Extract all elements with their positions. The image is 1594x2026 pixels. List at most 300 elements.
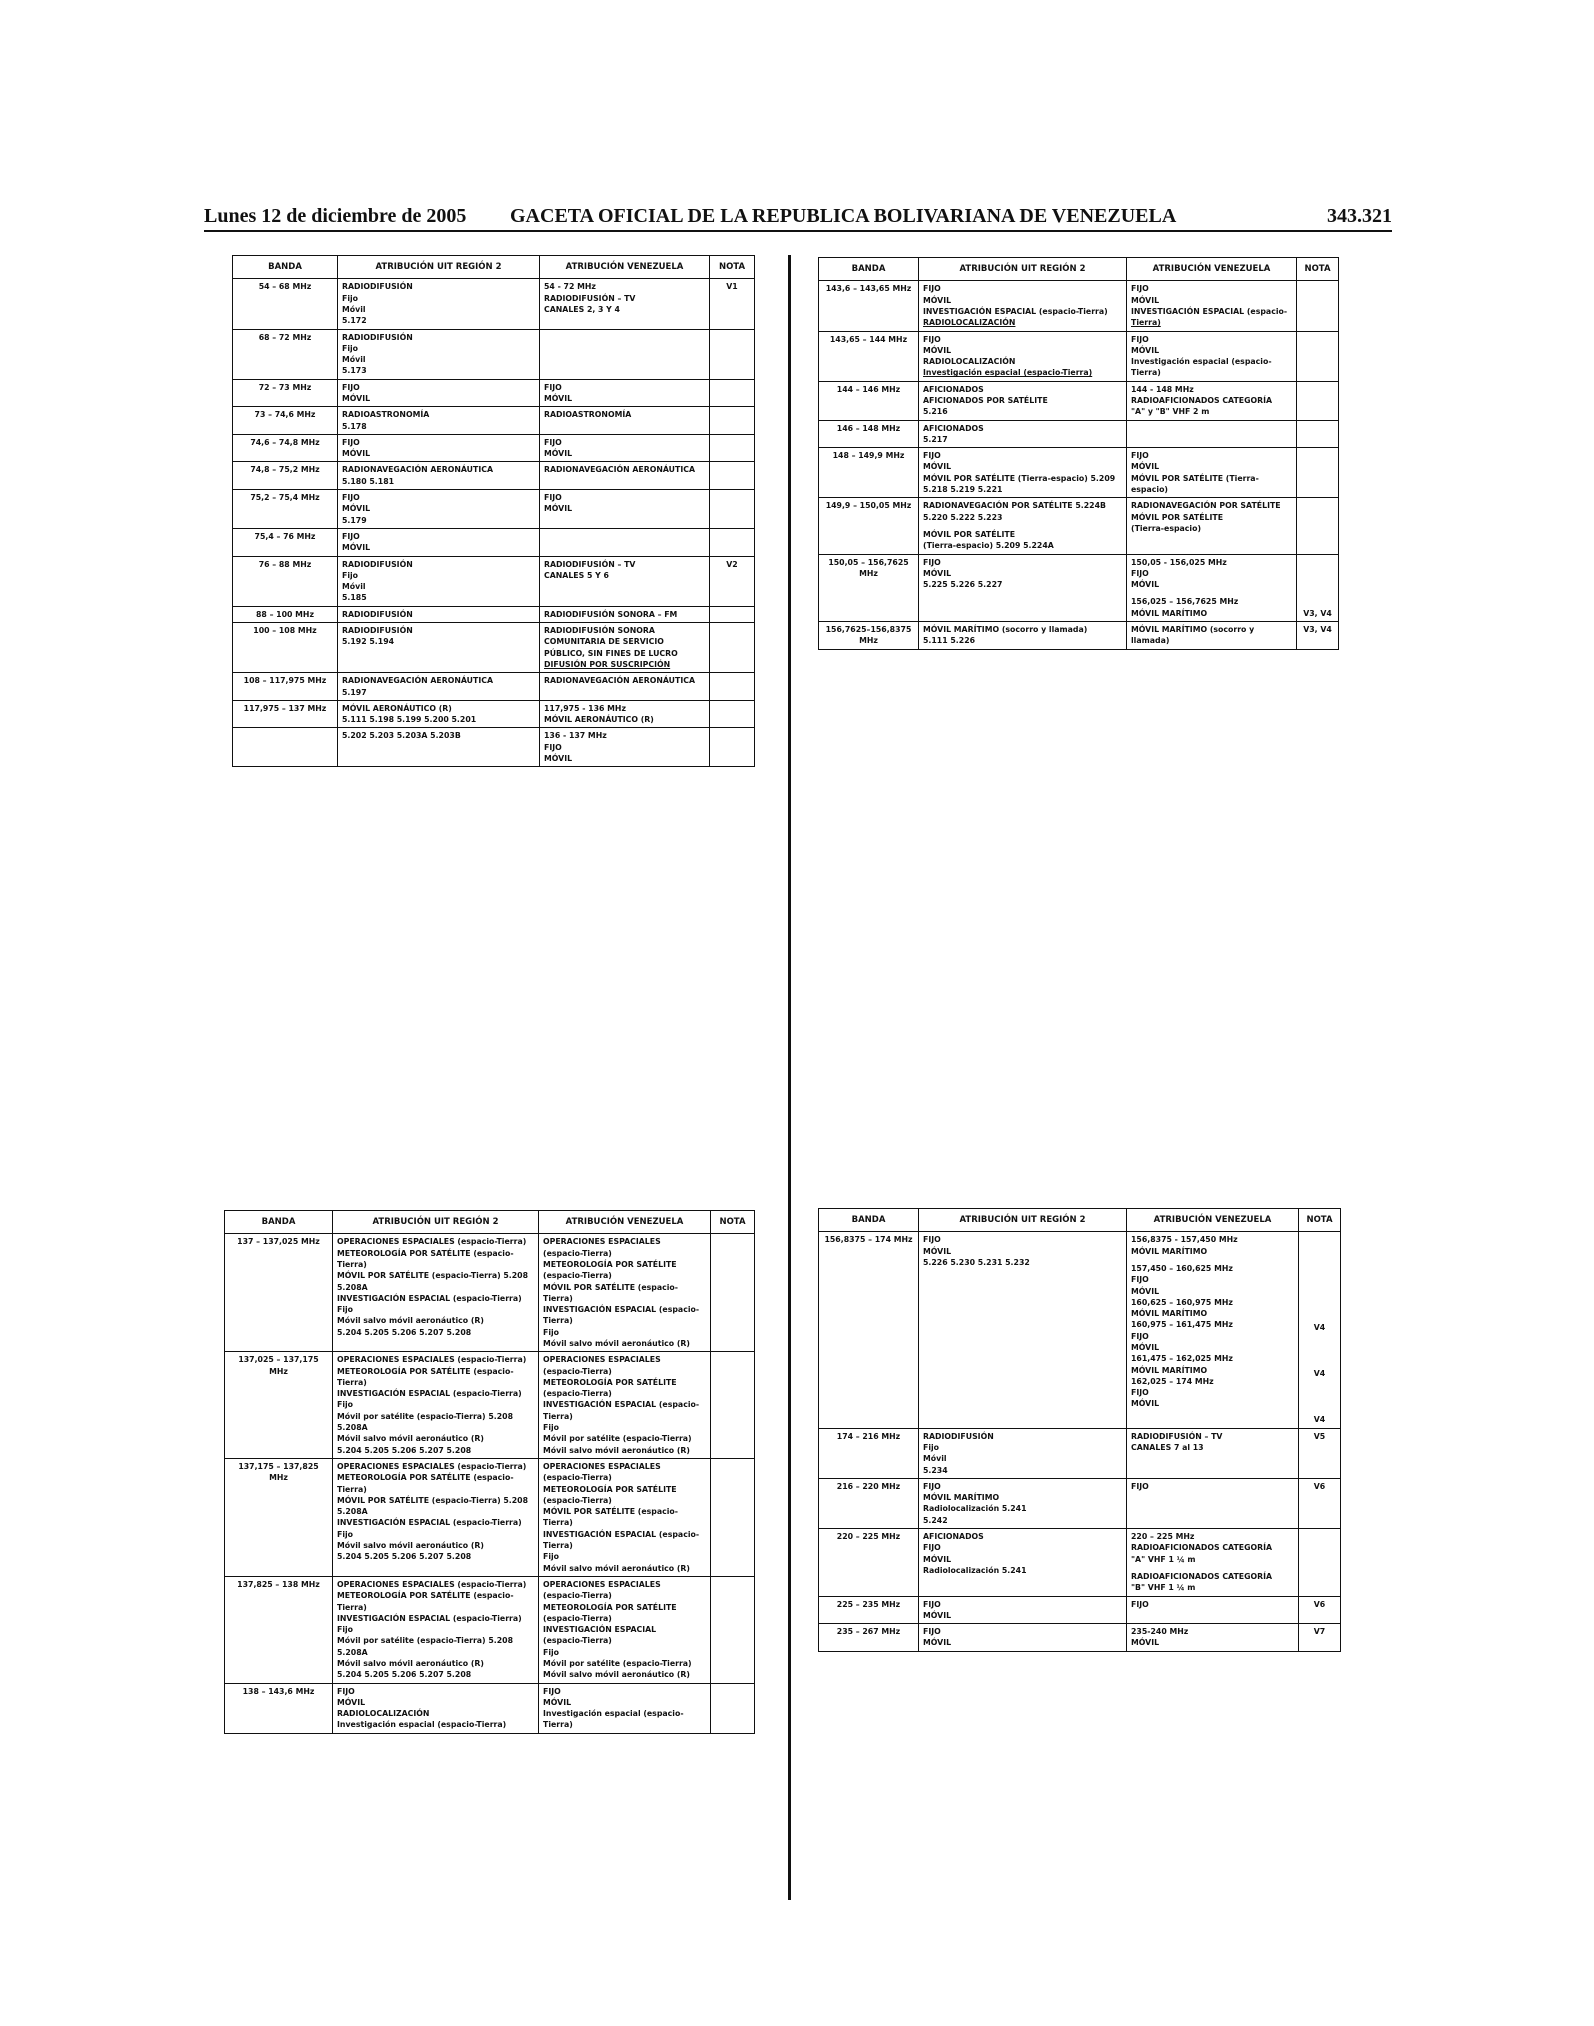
header-row	[819, 258, 1339, 281]
allocation-line: RADIOASTRONOMÍA	[342, 410, 430, 420]
band-cell: 76 – 88 MHz	[233, 556, 338, 606]
allocation-line: FIJO	[923, 1235, 941, 1245]
note-cell	[710, 556, 755, 606]
table-row	[233, 556, 755, 606]
allocation-line: RADIOAFICIONADOS CATEGORÍA	[1131, 1543, 1273, 1553]
allocation-line: MÓVIL MARÍTIMO	[1131, 1246, 1208, 1256]
note-cell	[1297, 420, 1339, 448]
allocation-line: RADIODIFUSIÓN – TV	[1131, 1431, 1223, 1441]
allocation-line: Móvil salvo móvil aeronáutico (R)	[337, 1316, 484, 1326]
allocation-line: MÓVIL	[544, 393, 573, 403]
allocation-line: INVESTIGACIÓN ESPACIAL (espacio-	[543, 1305, 700, 1315]
table-row	[819, 1478, 1341, 1528]
allocation-line: METEOROLOGÍA POR SATÉLITE	[543, 1377, 677, 1387]
note-line: V1	[726, 282, 738, 292]
allocation-line: AFICIONADOS	[923, 384, 984, 394]
venezuela-allocation-cell	[1127, 1428, 1299, 1478]
col-header-band: BANDA	[819, 1209, 919, 1232]
allocation-line: MÓVIL	[1131, 295, 1160, 305]
itu-allocation-cell	[919, 381, 1127, 420]
itu-allocation-cell	[919, 1232, 1127, 1428]
allocation-line: FIJO	[923, 284, 941, 294]
itu-allocation-cell	[338, 279, 540, 329]
venezuela-allocation-cell	[539, 1683, 711, 1733]
allocation-line: RADIODIFUSIÓN SONORA	[544, 626, 655, 636]
venezuela-allocation-cell	[1127, 1232, 1299, 1428]
note-cell	[710, 379, 755, 407]
allocation-line: 5.208A	[337, 1423, 368, 1433]
header-row	[819, 1209, 1341, 1232]
allocation-line: MÓVIL	[342, 543, 371, 553]
note-cell	[710, 434, 755, 462]
allocation-line: MÓVIL MARÍTIMO	[1131, 608, 1208, 618]
band-cell: 156,7625–156,8375 MHz	[819, 622, 919, 650]
allocation-line: INVESTIGACIÓN ESPACIAL (espacio-Tierra)	[337, 1389, 522, 1399]
allocation-line: Investigación espacial (espacio-Tierra)	[1131, 357, 1272, 378]
allocation-line: (espacio-Tierra)	[543, 1389, 612, 1399]
allocation-line: 162,025 – 174 MHz	[1131, 1376, 1214, 1386]
allocation-line: PÚBLICO, SIN FINES DE LUCRO	[544, 648, 678, 658]
venezuela-allocation-cell	[1127, 498, 1297, 554]
allocation-line: FIJO	[1131, 1275, 1149, 1285]
allocation-line: MÓVIL	[923, 295, 952, 305]
header-date: Lunes 12 de diciembre de 2005	[204, 205, 467, 227]
allocation-line: Fijo	[337, 1625, 354, 1635]
allocation-line: METEOROLOGÍA POR SATÉLITE (espacio-	[337, 1366, 514, 1376]
header-row	[233, 256, 755, 279]
band-cell: 216 – 220 MHz	[819, 1478, 919, 1528]
allocation-line: MÓVIL POR SATÉLITE	[1131, 512, 1224, 522]
allocation-line: OPERACIONES ESPACIALES	[543, 1355, 661, 1365]
allocation-line: MÓVIL MARÍTIMO	[1131, 1365, 1208, 1375]
allocation-line: (espacio-Tierra)	[543, 1636, 612, 1646]
band-cell: 75,4 – 76 MHz	[233, 528, 338, 556]
venezuela-allocation-cell	[540, 490, 710, 529]
venezuela-allocation-cell	[539, 1234, 711, 1352]
col-header-band: BANDA	[233, 256, 338, 279]
venezuela-allocation-cell	[540, 728, 710, 767]
venezuela-allocation-cell	[540, 379, 710, 407]
allocation-line: OPERACIONES ESPACIALES (espacio-Tierra)	[337, 1237, 527, 1247]
allocation-line: Tierra)	[1131, 318, 1161, 328]
allocation-line: RADIODIFUSIÓN – TV	[544, 293, 636, 303]
allocation-line: MÓVIL	[1131, 580, 1160, 590]
allocation-line: 5.197	[342, 687, 367, 697]
allocation-line: Tierra)	[543, 1316, 573, 1326]
allocation-line: RADIONAVEGACIÓN POR SATÉLITE 5.224B	[923, 501, 1106, 511]
allocation-line: "A" VHF 1 ¼ m	[1131, 1554, 1196, 1564]
allocation-line: Móvil salvo móvil aeronáutico (R)	[543, 1445, 690, 1455]
table-row	[233, 673, 755, 701]
note-line: V3, V4	[1303, 608, 1332, 618]
band-cell: 68 – 72 MHz	[233, 329, 338, 379]
allocation-line: Móvil salvo móvil aeronáutico (R)	[337, 1659, 484, 1668]
allocation-line: Fijo	[337, 1529, 354, 1539]
venezuela-allocation-cell	[1127, 381, 1297, 420]
allocation-line: Fijo	[543, 1423, 560, 1433]
note-cell	[710, 329, 755, 379]
table-row	[233, 279, 755, 329]
allocation-table-top-left	[232, 255, 755, 767]
allocation-line: MÓVIL	[923, 462, 952, 472]
allocation-line: Tierra)	[543, 1518, 573, 1528]
allocation-line: 5.225 5.226 5.227	[923, 580, 1003, 590]
allocation-line: 5.208A	[337, 1647, 368, 1657]
itu-allocation-cell	[338, 379, 540, 407]
col-header-note: NOTA	[1297, 258, 1339, 281]
allocation-line: Radiolocalización 5.241	[923, 1565, 1027, 1575]
table-row	[225, 1234, 755, 1352]
allocation-line: MÓVIL	[1131, 462, 1160, 472]
allocation-line: Fijo	[342, 570, 359, 580]
band-cell: 73 – 74,6 MHz	[233, 407, 338, 435]
allocation-line: Tierra)	[337, 1259, 367, 1269]
allocation-line: Móvil	[923, 1454, 947, 1464]
note-line: V6	[1313, 1481, 1326, 1491]
note-cell	[710, 728, 755, 767]
allocation-line: 144 - 148 MHz	[1131, 384, 1194, 394]
band-cell: 137,825 – 138 MHz	[225, 1576, 333, 1683]
allocation-line: RADIODIFUSIÓN	[342, 626, 413, 636]
allocation-line: FIJO	[342, 437, 360, 447]
band-cell: 150,05 – 156,7625 MHz	[819, 554, 919, 621]
venezuela-allocation-cell	[1127, 554, 1297, 621]
note-cell	[710, 623, 755, 673]
allocation-line: Móvil por satélite (espacio-Tierra) 5.208	[337, 1411, 513, 1421]
itu-allocation-cell	[338, 434, 540, 462]
note-line: V7	[1313, 1627, 1326, 1637]
allocation-line: Fijo	[342, 343, 359, 353]
allocation-line: FIJO	[342, 531, 360, 541]
allocation-line: METEOROLOGÍA POR SATÉLITE (espacio-	[337, 1248, 514, 1258]
band-cell: 137,175 – 137,825 MHz	[225, 1458, 333, 1576]
allocation-table-bottom-right	[818, 1208, 1341, 1652]
band-cell	[233, 728, 338, 767]
allocation-line: INVESTIGACIÓN ESPACIAL (espacio-	[543, 1529, 700, 1539]
venezuela-allocation-cell	[540, 623, 710, 673]
allocation-line: 5.192 5.194	[342, 637, 395, 647]
allocation-line: 5.208A	[337, 1507, 368, 1517]
allocation-line: MÓVIL AERONÁUTICO (R)	[342, 703, 452, 713]
col-header-itu: ATRIBUCIÓN UIT REGIÓN 2	[919, 1209, 1127, 1232]
band-cell: 138 – 143,6 MHz	[225, 1683, 333, 1733]
allocation-line: 5.173	[342, 366, 367, 376]
note-cell	[1297, 448, 1339, 498]
note-cell	[710, 673, 755, 701]
allocation-line: Investigación espacial (espacio-Tierra)	[337, 1720, 507, 1730]
band-cell: 156,8375 – 174 MHz	[819, 1232, 919, 1428]
venezuela-allocation-cell	[1127, 622, 1297, 650]
itu-allocation-cell	[919, 331, 1127, 381]
allocation-line: FIJO	[543, 1686, 561, 1696]
note-line: V5	[1313, 1431, 1326, 1441]
allocation-line: 161,475 – 162,025 MHz	[1131, 1354, 1233, 1364]
allocation-line: MÓVIL MARÍTIMO (socorro y llamada)	[1131, 625, 1255, 646]
table-row	[819, 1232, 1341, 1428]
allocation-line: Móvil salvo móvil aeronáutico (R)	[543, 1670, 690, 1680]
table-row	[233, 728, 755, 767]
allocation-line: MÓVIL	[923, 345, 952, 355]
allocation-line: Fijo	[923, 1443, 940, 1452]
note-cell	[1297, 381, 1339, 420]
allocation-line: FIJO	[1131, 451, 1149, 461]
page-header	[204, 205, 1392, 233]
table-row	[233, 407, 755, 435]
col-header-venezuela: ATRIBUCIÓN VENEZUELA	[1127, 1209, 1299, 1232]
allocation-line: MÓVIL	[923, 1246, 952, 1256]
allocation-line: INVESTIGACIÓN ESPACIAL	[543, 1625, 657, 1635]
table-row	[233, 462, 755, 490]
allocation-line: FIJO	[1131, 1331, 1149, 1341]
allocation-line: RADIODIFUSIÓN	[342, 559, 413, 569]
col-header-venezuela: ATRIBUCIÓN VENEZUELA	[540, 256, 710, 279]
table-row	[819, 622, 1339, 650]
col-header-note: NOTA	[711, 1211, 755, 1234]
allocation-table-bottom-left	[224, 1210, 755, 1734]
allocation-line: RADIODIFUSIÓN SONORA – FM	[544, 609, 678, 619]
allocation-line: (Tierra-espacio) 5.209 5.224A	[923, 541, 1054, 551]
itu-allocation-cell	[919, 448, 1127, 498]
table-row	[225, 1683, 755, 1733]
allocation-line: FIJO	[544, 437, 562, 447]
note-line: V4	[1313, 1369, 1326, 1379]
table-row	[233, 528, 755, 556]
table-row	[819, 1624, 1341, 1652]
allocation-line: MÓVIL	[1131, 1399, 1160, 1409]
band-cell: 220 – 225 MHz	[819, 1529, 919, 1596]
allocation-line: Móvil salvo móvil aeronáutico (R)	[543, 1338, 690, 1348]
allocation-line: Móvil salvo móvil aeronáutico (R)	[337, 1434, 484, 1444]
band-cell: 143,6 – 143,65 MHz	[819, 281, 919, 331]
allocation-line: OPERACIONES ESPACIALES (espacio-Tierra)	[337, 1579, 527, 1589]
note-line: V6	[1313, 1599, 1326, 1609]
venezuela-allocation-cell	[540, 279, 710, 329]
note-cell	[711, 1234, 755, 1352]
itu-allocation-cell	[333, 1458, 539, 1576]
allocation-line: MÓVIL	[544, 754, 573, 763]
note-cell	[1299, 1529, 1341, 1596]
band-cell: 225 – 235 MHz	[819, 1596, 919, 1624]
itu-allocation-cell	[338, 623, 540, 673]
itu-allocation-cell	[333, 1352, 539, 1459]
allocation-line: CANALES 7 al 13	[1131, 1443, 1204, 1452]
allocation-line: MÓVIL MARÍTIMO (socorro y llamada)	[923, 625, 1088, 635]
allocation-line: FIJO	[342, 493, 360, 503]
band-cell: 174 – 216 MHz	[819, 1428, 919, 1478]
allocation-line: RADIODIFUSIÓN – TV	[544, 559, 636, 569]
band-cell: 143,65 – 144 MHz	[819, 331, 919, 381]
allocation-line: OPERACIONES ESPACIALES (espacio-Tierra)	[337, 1461, 527, 1471]
itu-allocation-cell	[919, 1529, 1127, 1596]
allocation-line: Investigación espacial (espacio-Tierra)	[923, 368, 1093, 378]
band-cell: 149,9 – 150,05 MHz	[819, 498, 919, 554]
allocation-line: CANALES 2, 3 Y 4	[544, 304, 620, 314]
itu-allocation-cell	[333, 1576, 539, 1683]
allocation-line: Fijo	[337, 1305, 354, 1315]
note-cell	[1299, 1596, 1341, 1624]
note-cell	[1297, 281, 1339, 331]
venezuela-allocation-cell	[540, 329, 710, 379]
table-row	[819, 554, 1339, 621]
allocation-line: (Tierra-espacio)	[1131, 523, 1202, 533]
allocation-line: 5.178	[342, 421, 367, 431]
note-cell	[711, 1576, 755, 1683]
allocation-line: FIJO	[923, 451, 941, 461]
allocation-line: Investigación espacial (espacio-Tierra)	[543, 1709, 684, 1730]
band-cell: 108 – 117,975 MHz	[233, 673, 338, 701]
allocation-line: 5.202 5.203 5.203A 5.203B	[342, 731, 461, 741]
venezuela-allocation-cell	[539, 1352, 711, 1459]
allocation-line: FIJO	[923, 1599, 941, 1609]
itu-allocation-cell	[919, 281, 1127, 331]
col-header-itu: ATRIBUCIÓN UIT REGIÓN 2	[338, 256, 540, 279]
col-header-itu: ATRIBUCIÓN UIT REGIÓN 2	[919, 258, 1127, 281]
allocation-line: RADIOLOCALIZACIÓN	[923, 318, 1016, 328]
allocation-line: 136 - 137 MHz	[544, 731, 607, 741]
allocation-line: FIJO	[1131, 1388, 1149, 1398]
venezuela-allocation-cell	[1127, 448, 1297, 498]
table-row	[233, 606, 755, 622]
note-cell	[1299, 1624, 1341, 1652]
allocation-line: OPERACIONES ESPACIALES	[543, 1579, 661, 1589]
col-header-itu: ATRIBUCIÓN UIT REGIÓN 2	[333, 1211, 539, 1234]
allocation-line: INVESTIGACIÓN ESPACIAL (espacio-	[543, 1400, 700, 1410]
allocation-line: FIJO	[1131, 568, 1149, 578]
table-row	[819, 331, 1339, 381]
allocation-line: FIJO	[544, 742, 562, 752]
allocation-line: FIJO	[923, 1627, 941, 1637]
allocation-line: MÓVIL	[1131, 1342, 1160, 1352]
band-cell: 88 – 100 MHz	[233, 606, 338, 622]
allocation-line: (espacio-Tierra)	[543, 1271, 612, 1281]
allocation-line: INVESTIGACIÓN ESPACIAL (espacio-Tierra)	[337, 1613, 522, 1623]
col-header-note: NOTA	[1299, 1209, 1341, 1232]
note-cell	[710, 462, 755, 490]
col-header-note: NOTA	[710, 256, 755, 279]
allocation-line: MÓVIL	[544, 449, 573, 459]
allocation-line: 5.234	[923, 1465, 948, 1475]
note-cell	[1297, 498, 1339, 554]
note-cell	[1299, 1232, 1341, 1428]
note-cell	[710, 490, 755, 529]
allocation-line: INVESTIGACIÓN ESPACIAL (espacio-Tierra)	[337, 1518, 522, 1528]
allocation-line: MÓVIL POR SATÉLITE (espacio-Tierra) 5.208	[337, 1495, 529, 1505]
allocation-line: 5.217	[923, 434, 948, 444]
allocation-line: Tierra)	[543, 1541, 573, 1551]
allocation-line: RADIODIFUSIÓN	[923, 1431, 994, 1441]
allocation-line: Móvil por satélite (espacio-Tierra)	[543, 1659, 692, 1668]
allocation-line: INVESTIGACIÓN ESPACIAL (espacio-Tierra)	[337, 1293, 522, 1303]
allocation-line: RADIOASTRONOMÍA	[544, 410, 632, 420]
itu-allocation-cell	[338, 407, 540, 435]
allocation-line: 5.179	[342, 515, 367, 525]
note-line: V4	[1313, 1322, 1326, 1332]
note-cell	[1297, 622, 1339, 650]
allocation-line: "A" y "B" VHF 2 m	[1131, 407, 1210, 417]
allocation-line: FIJO	[1131, 1599, 1149, 1609]
itu-allocation-cell	[919, 1428, 1127, 1478]
allocation-line: COMUNITARIA DE SERVICIO	[544, 637, 664, 647]
allocation-line: METEOROLOGÍA POR SATÉLITE (espacio-	[337, 1473, 514, 1483]
allocation-line: 5.111 5.198 5.199 5.200 5.201	[342, 715, 477, 725]
allocation-line: Tierra)	[337, 1484, 367, 1494]
table-row	[225, 1576, 755, 1683]
allocation-line: MÓVIL	[543, 1697, 572, 1707]
allocation-line: Fijo	[543, 1552, 560, 1562]
allocation-line: FIJO	[544, 382, 562, 392]
allocation-line: Móvil salvo móvil aeronáutico (R)	[543, 1563, 690, 1573]
itu-allocation-cell	[919, 498, 1127, 554]
allocation-line: FIJO	[337, 1686, 355, 1696]
allocation-line: Móvil	[342, 355, 366, 365]
note-line: V4	[1313, 1415, 1326, 1425]
allocation-line: MÓVIL	[1131, 345, 1160, 355]
allocation-line: 5.185	[342, 593, 367, 603]
allocation-line: MÓVIL POR SATÉLITE (Tierra-espacio) 5.209	[923, 473, 1116, 483]
venezuela-allocation-cell	[540, 528, 710, 556]
allocation-line: MÓVIL	[1131, 1638, 1160, 1648]
itu-allocation-cell	[919, 420, 1127, 448]
allocation-line: espacio)	[1131, 485, 1168, 495]
allocation-line: INVESTIGACIÓN ESPACIAL (espacio-Tierra)	[923, 306, 1108, 316]
allocation-line: OPERACIONES ESPACIALES	[543, 1461, 661, 1471]
band-cell: 100 – 108 MHz	[233, 623, 338, 673]
allocation-line: RADIONAVEGACIÓN AERONÁUTICA	[342, 465, 493, 475]
note-cell	[710, 700, 755, 728]
itu-allocation-cell	[338, 700, 540, 728]
allocation-line: 156,025 – 156,7625 MHz	[1131, 597, 1239, 607]
table-row	[819, 420, 1339, 448]
itu-allocation-cell	[338, 462, 540, 490]
allocation-line: MÓVIL	[923, 1554, 952, 1564]
column-divider	[788, 255, 791, 1900]
allocation-line: Móvil	[342, 582, 366, 592]
allocation-line: RADIODIFUSIÓN	[342, 609, 413, 619]
allocation-line: 5.180 5.181	[342, 476, 395, 486]
table-row	[819, 1596, 1341, 1624]
venezuela-allocation-cell	[1127, 1478, 1299, 1528]
allocation-line: Móvil	[342, 304, 366, 314]
allocation-line: FIJO	[342, 382, 360, 392]
allocation-line: MÓVIL	[342, 449, 371, 459]
band-cell: 74,6 – 74,8 MHz	[233, 434, 338, 462]
allocation-line: (espacio-Tierra)	[543, 1591, 612, 1601]
allocation-line: OPERACIONES ESPACIALES (espacio-Tierra)	[337, 1355, 527, 1365]
allocation-line: Móvil salvo móvil aeronáutico (R)	[337, 1541, 484, 1551]
header-row	[225, 1211, 755, 1234]
allocation-line: 5.204 5.205 5.206 5.207 5.208	[337, 1445, 472, 1455]
allocation-line: (espacio-Tierra)	[543, 1613, 612, 1623]
itu-allocation-cell	[919, 1624, 1127, 1652]
itu-allocation-cell	[338, 556, 540, 606]
venezuela-allocation-cell	[540, 606, 710, 622]
table-row	[233, 379, 755, 407]
band-cell: 72 – 73 MHz	[233, 379, 338, 407]
allocation-line: 117,975 - 136 MHz	[544, 703, 626, 713]
allocation-line: DIFUSIÓN POR SUSCRIPCIÓN	[544, 659, 671, 669]
header-title: GACETA OFICIAL DE LA REPUBLICA BOLIVARIANA DE VENEZUELA	[510, 205, 1177, 227]
allocation-line: 5.204 5.205 5.206 5.207 5.208	[337, 1670, 472, 1680]
allocation-line: (espacio-Tierra)	[543, 1366, 612, 1376]
table-row	[233, 434, 755, 462]
allocation-line: AFICIONADOS	[923, 423, 984, 433]
allocation-line: AFICIONADOS POR SATÉLITE	[923, 395, 1048, 405]
allocation-line: 5.204 5.205 5.206 5.207 5.208	[337, 1552, 472, 1562]
itu-allocation-cell	[338, 528, 540, 556]
allocation-line: FIJO	[923, 1481, 941, 1491]
band-cell: 54 – 68 MHz	[233, 279, 338, 329]
table-row	[819, 281, 1339, 331]
